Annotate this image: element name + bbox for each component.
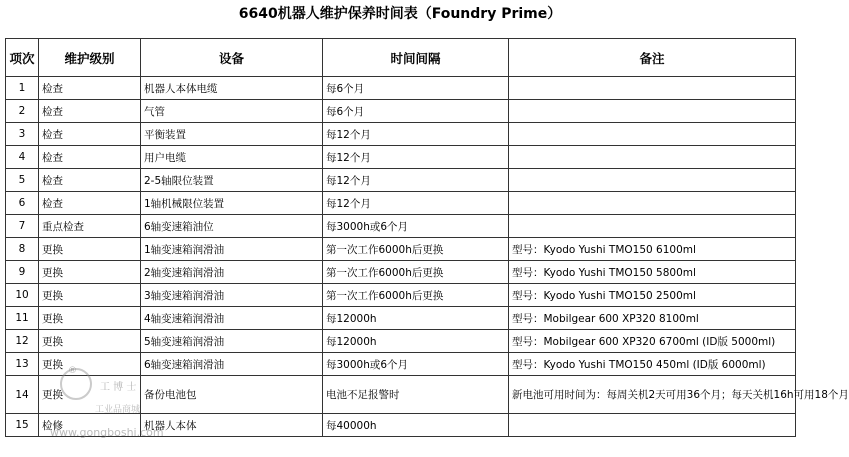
cell-level: 更换	[39, 330, 141, 353]
cell-note	[509, 100, 796, 123]
watermark-brand: 工 博 士	[100, 382, 137, 393]
header-index: 项次	[6, 39, 39, 77]
cell-level: 更换	[39, 261, 141, 284]
cell-index: 8	[6, 238, 39, 261]
cell-interval: 第一次工作6000h后更换	[323, 284, 509, 307]
cell-interval: 第一次工作6000h后更换	[323, 238, 509, 261]
cell-level: 检查	[39, 100, 141, 123]
cell-level: 检查	[39, 146, 141, 169]
table-row	[6, 284, 796, 307]
maintenance-table	[5, 38, 849, 437]
cell-note: 型号：Mobilgear 600 XP320 8100ml	[509, 307, 796, 330]
watermark-registered-mark: ®	[68, 366, 77, 376]
cell-interval: 每12个月	[323, 123, 509, 146]
cell-interval: 每12000h	[323, 330, 509, 353]
table-row	[6, 192, 796, 215]
cell-interval: 每3000h或6个月	[323, 353, 509, 376]
table-row	[6, 261, 796, 284]
header-row	[6, 39, 796, 77]
cell-level: 检查	[39, 123, 141, 146]
cell-note: 型号：Kyodo Yushi TMO150 6100ml	[509, 238, 796, 261]
cell-level: 更换	[39, 307, 141, 330]
cell-equipment: 6轴变速箱油位	[141, 215, 323, 238]
table-row	[6, 307, 796, 330]
watermark-url: www.gongboshi.com	[50, 426, 164, 439]
header-equipment: 设备	[141, 39, 323, 77]
cell-equipment: 3轴变速箱润滑油	[141, 284, 323, 307]
cell-level: 重点检查	[39, 215, 141, 238]
table-row	[6, 414, 796, 437]
table-row	[6, 100, 796, 123]
table-row	[6, 169, 796, 192]
cell-note	[509, 414, 796, 437]
cell-index: 12	[6, 330, 39, 353]
header-note: 备注	[509, 39, 796, 77]
table-row	[6, 376, 796, 414]
cell-index: 3	[6, 123, 39, 146]
cell-index: 4	[6, 146, 39, 169]
cell-equipment: 2轴变速箱润滑油	[141, 261, 323, 284]
cell-equipment: 5轴变速箱润滑油	[141, 330, 323, 353]
cell-interval: 每40000h	[323, 414, 509, 437]
cell-interval: 每12000h	[323, 307, 509, 330]
cell-note: 新电池可用时间为：每周关机2天可用36个月；每天关机16h可用18个月	[509, 376, 796, 414]
cell-note: 型号：Mobilgear 600 XP320 6700ml (ID版 5000ml)	[509, 330, 796, 353]
table-row	[6, 330, 796, 353]
cell-index: 15	[6, 414, 39, 437]
cell-equipment: 平衡装置	[141, 123, 323, 146]
cell-index: 6	[6, 192, 39, 215]
cell-interval: 每12个月	[323, 146, 509, 169]
cell-note: 型号：Kyodo Yushi TMO150 2500ml	[509, 284, 796, 307]
header-level: 维护级别	[39, 39, 141, 77]
cell-interval: 电池不足报警时	[323, 376, 509, 414]
cell-level: 更换	[39, 376, 141, 414]
cell-equipment: 气管	[141, 100, 323, 123]
cell-interval: 每6个月	[323, 100, 509, 123]
cell-equipment: 2-5轴限位装置	[141, 169, 323, 192]
cell-level: 更换	[39, 284, 141, 307]
cell-index: 10	[6, 284, 39, 307]
cell-note	[509, 123, 796, 146]
cell-level: 检查	[39, 169, 141, 192]
cell-interval: 每6个月	[323, 77, 509, 100]
cell-index: 5	[6, 169, 39, 192]
cell-index: 13	[6, 353, 39, 376]
cell-index: 7	[6, 215, 39, 238]
watermark-subtitle: 工业品商城	[95, 405, 141, 415]
cell-note	[509, 146, 796, 169]
table-row	[6, 215, 796, 238]
cell-note: 型号：Kyodo Yushi TMO150 450ml (ID版 6000ml)	[509, 353, 796, 376]
table-row	[6, 77, 796, 100]
page-title: 6640机器人维护保养时间表（Foundry Prime）	[238, 6, 562, 22]
cell-interval: 每12个月	[323, 169, 509, 192]
cell-interval: 每3000h或6个月	[323, 215, 509, 238]
cell-equipment: 4轴变速箱润滑油	[141, 307, 323, 330]
cell-note	[509, 192, 796, 215]
table-row	[6, 146, 796, 169]
table-body	[6, 77, 849, 437]
cell-level: 更换	[39, 353, 141, 376]
cell-interval: 第一次工作6000h后更换	[323, 261, 509, 284]
cell-level: 检查	[39, 77, 141, 100]
table-row	[6, 123, 796, 146]
cell-note	[509, 215, 796, 238]
cell-index: 2	[6, 100, 39, 123]
cell-level: 检查	[39, 192, 141, 215]
cell-index: 9	[6, 261, 39, 284]
cell-index: 11	[6, 307, 39, 330]
cell-equipment: 机器人本体	[141, 414, 323, 437]
cell-index: 1	[6, 77, 39, 100]
cell-note: 型号：Kyodo Yushi TMO150 5800ml	[509, 261, 796, 284]
cell-index: 14	[6, 376, 39, 414]
cell-equipment: 1轴变速箱润滑油	[141, 238, 323, 261]
cell-equipment: 用户电缆	[141, 146, 323, 169]
cell-equipment: 1轴机械限位装置	[141, 192, 323, 215]
cell-equipment: 机器人本体电缆	[141, 77, 323, 100]
cell-note	[509, 77, 796, 100]
cell-interval: 每12个月	[323, 192, 509, 215]
cell-level: 更换	[39, 238, 141, 261]
header-interval: 时间间隔	[323, 39, 509, 77]
table-row	[6, 353, 796, 376]
cell-note	[509, 169, 796, 192]
cell-equipment: 6轴变速箱润滑油	[141, 353, 323, 376]
cell-equipment: 备份电池包	[141, 376, 323, 414]
table-row	[6, 238, 796, 261]
cell-level: 检修	[39, 414, 141, 437]
